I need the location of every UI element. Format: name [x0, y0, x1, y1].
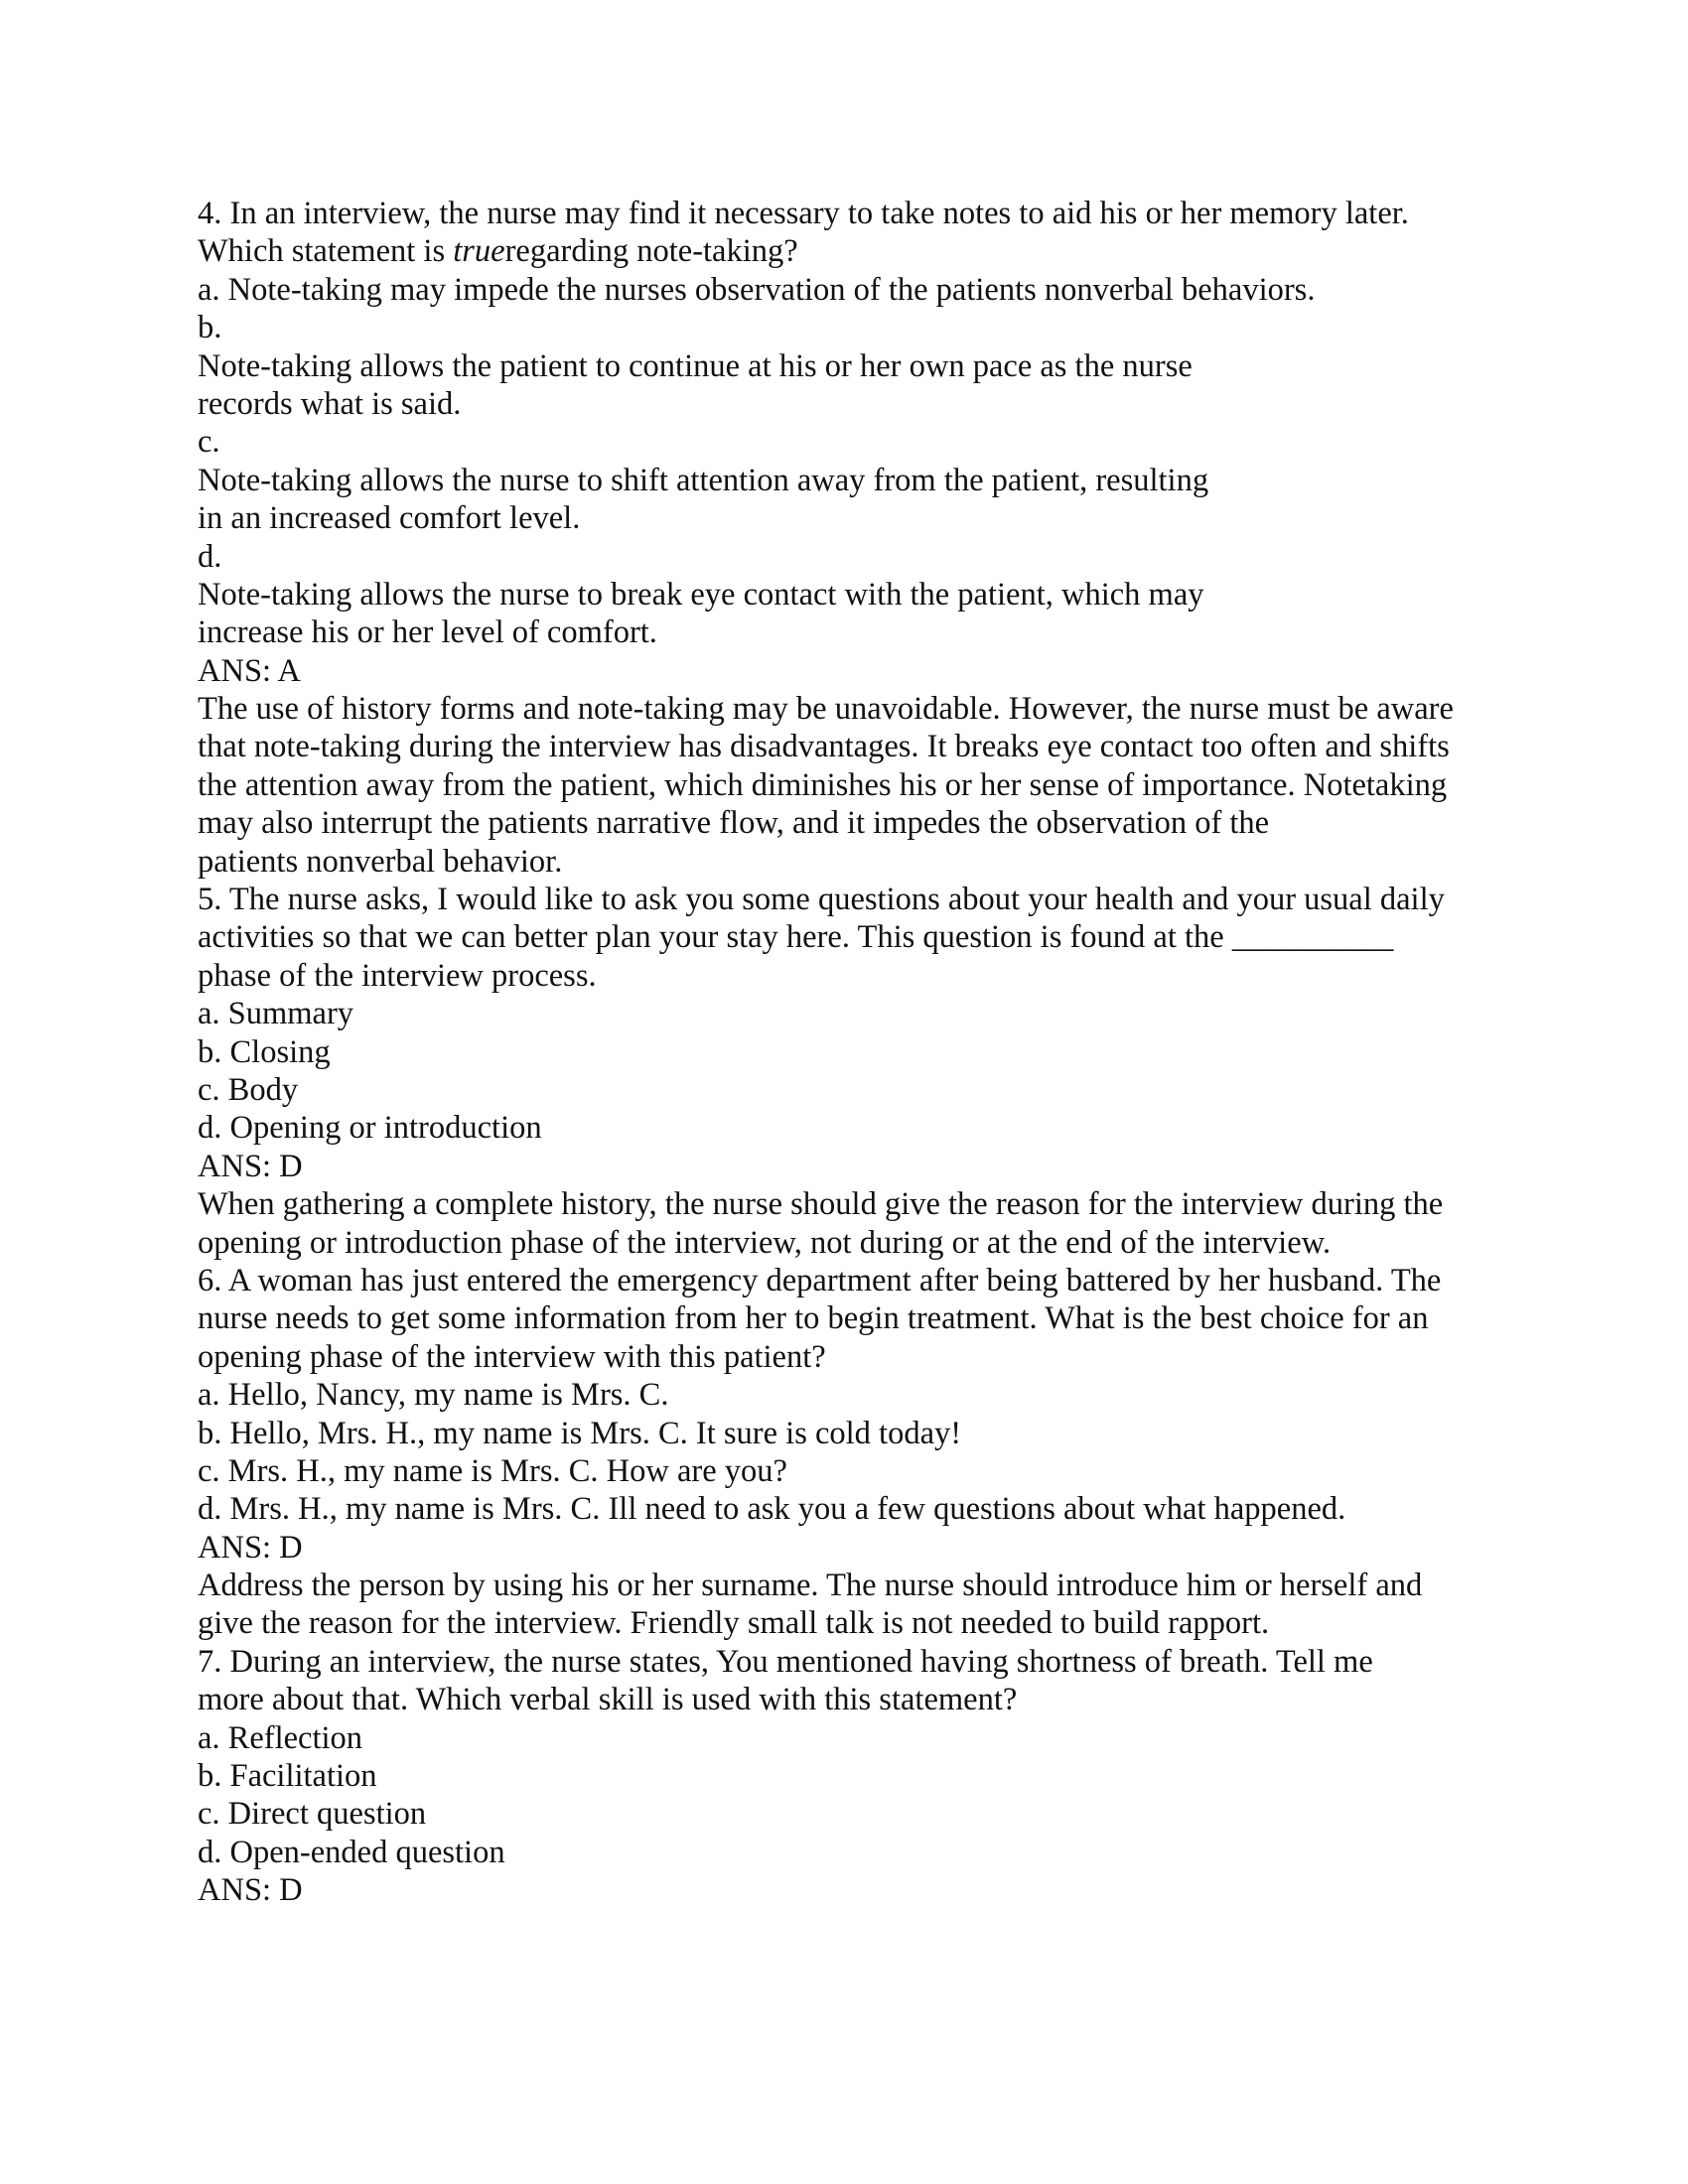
text-line: ANS: A — [198, 652, 301, 689]
text-line: ANS: D — [198, 1872, 303, 1909]
text-line: Note-taking allows the nurse to break eye contact with the patient, which may — [198, 576, 1204, 613]
text-line: d. Mrs. H., my name is Mrs. C. Ill need to ask you a few questions about what happened. — [198, 1491, 1346, 1528]
text-line: may also interrupt the patients narrative flow, and it impedes the observation of the — [198, 805, 1270, 842]
text-line: phase of the interview process. — [198, 957, 597, 994]
text-line: d. Opening or introduction — [198, 1110, 542, 1147]
text-line: c. Mrs. H., my name is Mrs. C. How are you? — [198, 1452, 787, 1489]
text-line: The use of history forms and note-taking may be unavoidable. However, the nurse must be aware — [198, 691, 1454, 728]
italic-text: true — [453, 233, 505, 270]
text-line: records what is said. — [198, 385, 462, 422]
document-page — [198, 195, 1454, 1910]
text-line: the attention away from the patient, which diminishes his or her sense of importance. Notetaking — [198, 766, 1448, 803]
text-line: 7. During an interview, the nurse states, You mentioned having shortness of breath. Tell me — [198, 1643, 1373, 1680]
text-line: in an increased comfort level. — [198, 500, 581, 537]
text-line: nurse needs to get some information from her to begin treatment. What is the best choice for an — [198, 1300, 1429, 1337]
text-line: b. Hello, Mrs. H., my name is Mrs. C. It sure is cold today! — [198, 1415, 962, 1451]
text-line: b. Facilitation — [198, 1758, 377, 1795]
text-line: a. Note-taking may impede the nurses observation of the patients nonverbal behaviors. — [198, 271, 1316, 308]
text-line: activities so that we can better plan your stay here. This question is found at the __________ — [198, 919, 1394, 956]
text-line: ANS: D — [198, 1148, 303, 1184]
text-line: 4. In an interview, the nurse may find it necessary to take notes to aid his or her memory later. — [198, 196, 1409, 231]
text-line: 5. The nurse asks, I would like to ask you some questions about your health and your usual daily — [198, 882, 1445, 918]
text-line: opening or introduction phase of the interview, not during or at the end of the interview. — [198, 1224, 1332, 1261]
text-line: give the reason for the interview. Friendly small talk is not needed to build rapport. — [198, 1605, 1270, 1642]
text-line: increase his or her level of comfort. — [198, 614, 657, 651]
text-line: a. Hello, Nancy, my name is Mrs. C. — [198, 1377, 669, 1414]
text-line: a. Summary — [198, 996, 354, 1032]
text-line — [198, 232, 1454, 270]
text-line: c. — [198, 424, 220, 461]
text-line: Note-taking allows the nurse to shift attention away from the patient, resulting — [198, 462, 1209, 498]
text-line: a. Reflection — [198, 1719, 363, 1756]
text-line: d. — [198, 538, 222, 575]
text-line: Note-taking allows the patient to continue at his or her own pace as the nurse — [198, 347, 1193, 384]
text-span: Which statement is — [198, 233, 454, 270]
text-line: opening phase of the interview with this patient? — [198, 1338, 826, 1375]
text-line: 6. A woman has just entered the emergency department after being battered by her husband. The — [198, 1262, 1442, 1298]
text-line: c. Direct question — [198, 1796, 427, 1833]
text-span: regarding note-taking? — [504, 233, 798, 270]
text-line: b. — [198, 310, 222, 346]
text-line: c. Body — [198, 1071, 299, 1108]
text-line: ANS: D — [198, 1529, 303, 1566]
text-line: b. Closing — [198, 1033, 331, 1070]
text-line: Address the person by using his or her surname. The nurse should introduce him or herself and — [198, 1568, 1423, 1604]
text-line: that note-taking during the interview has disadvantages. It breaks eye contact too often and shifts — [198, 729, 1450, 765]
text-line: patients nonverbal behavior. — [198, 843, 563, 880]
text-line: d. Open-ended question — [198, 1834, 505, 1870]
text-line: When gathering a complete history, the nurse should give the reason for the interview during the — [198, 1186, 1444, 1223]
text-line: more about that. Which verbal skill is used with this statement? — [198, 1682, 1018, 1718]
